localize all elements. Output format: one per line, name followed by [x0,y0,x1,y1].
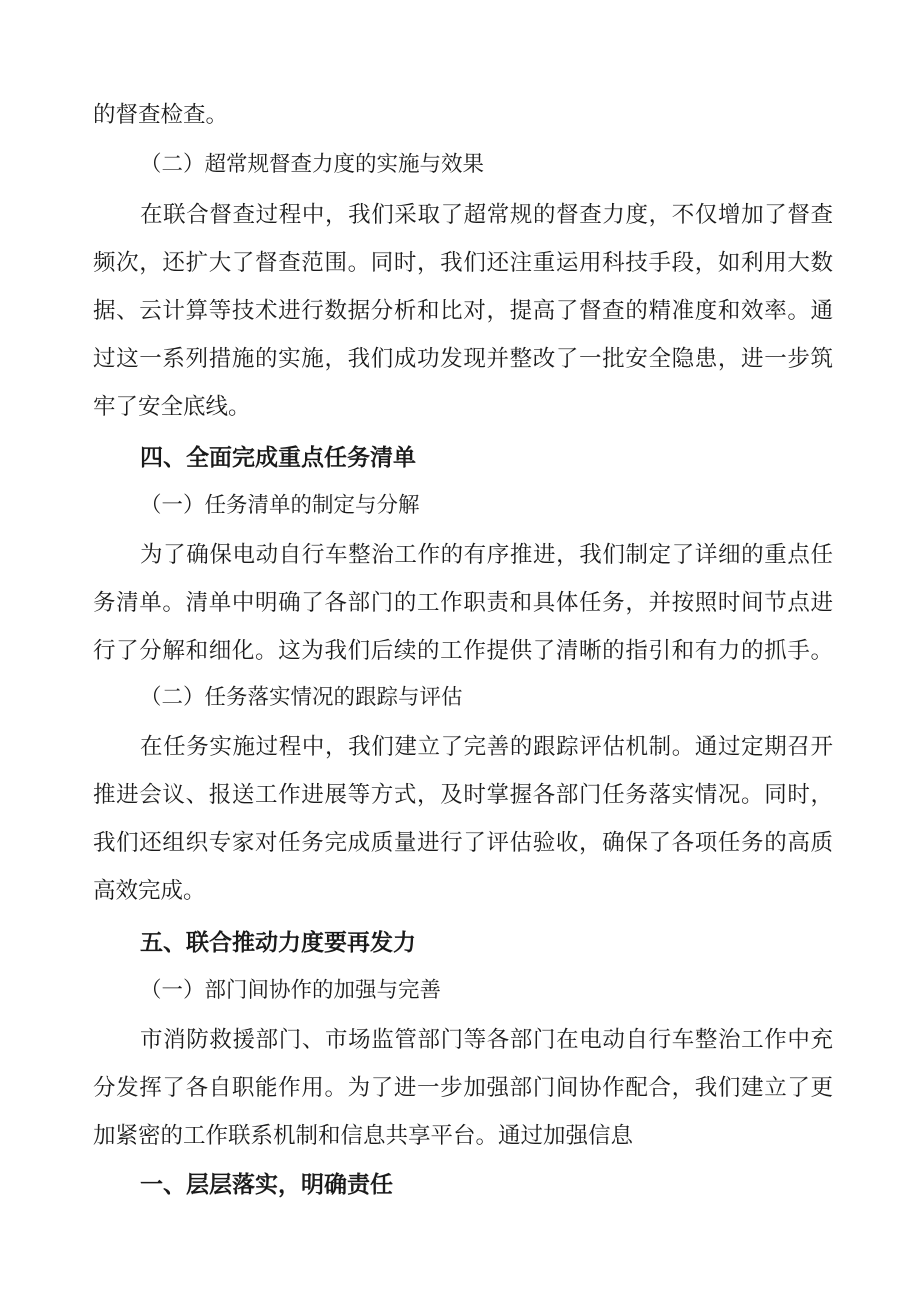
paragraph-line: 据、云计算等技术进行数据分析和比对，提高了督查的精准度和效率。通 [93,298,833,324]
paragraph-line: 高效完成。 [93,878,206,904]
section-heading: 五、联合推动力度要再发力 [140,930,416,956]
section-heading: 一、层层落实，明确责任 [140,1172,393,1198]
paragraph-line: 牢了安全底线。 [93,394,251,420]
paragraph-line: 为了确保电动自行车整治工作的有序推进，我们制定了详细的重点任 [140,542,833,568]
section-subheading: （一）部门间协作的加强与完善 [140,978,442,1003]
paragraph-line: 我们还组织专家对任务完成质量进行了评估验收，确保了各项任务的高质 [93,830,833,856]
section-heading: 四、全面完成重点任务清单 [140,445,416,471]
paragraph-line: 务清单。清单中明确了各部门的工作职责和具体任务，并按照时间节点进 [93,590,833,616]
paragraph-line: 频次，还扩大了督查范围。同时，我们还注重运用科技手段，如利用大数 [93,250,833,276]
paragraph-line: 过这一系列措施的实施，我们成功发现并整改了一批安全隐患，进一步筑 [93,346,833,372]
paragraph-line: 市消防救援部门、市场监管部门等各部门在电动自行车整治工作中充 [140,1027,833,1053]
paragraph-line: 加紧密的工作联系机制和信息共享平台。通过加强信息 [93,1123,634,1149]
paragraph-line: 在联合督查过程中，我们采取了超常规的督查力度，不仅增加了督查 [140,202,833,228]
paragraph-line: 在任务实施过程中，我们建立了完善的跟踪评估机制。通过定期召开 [140,734,833,760]
paragraph-line: 的督查检查。 [93,102,229,128]
section-subheading: （二）任务落实情况的跟踪与评估 [140,685,463,710]
paragraph-line: 行了分解和细化。这为我们后续的工作提供了清晰的指引和有力的抓手。 [93,638,833,664]
paragraph-line: 分发挥了各自职能作用。为了进一步加强部门间协作配合，我们建立了更 [93,1075,833,1101]
section-subheading: （二）超常规督查力度的实施与效果 [140,152,485,177]
paragraph-line: 推进会议、报送工作进展等方式，及时掌握各部门任务落实情况。同时， [93,782,833,808]
section-subheading: （一）任务清单的制定与分解 [140,493,420,518]
